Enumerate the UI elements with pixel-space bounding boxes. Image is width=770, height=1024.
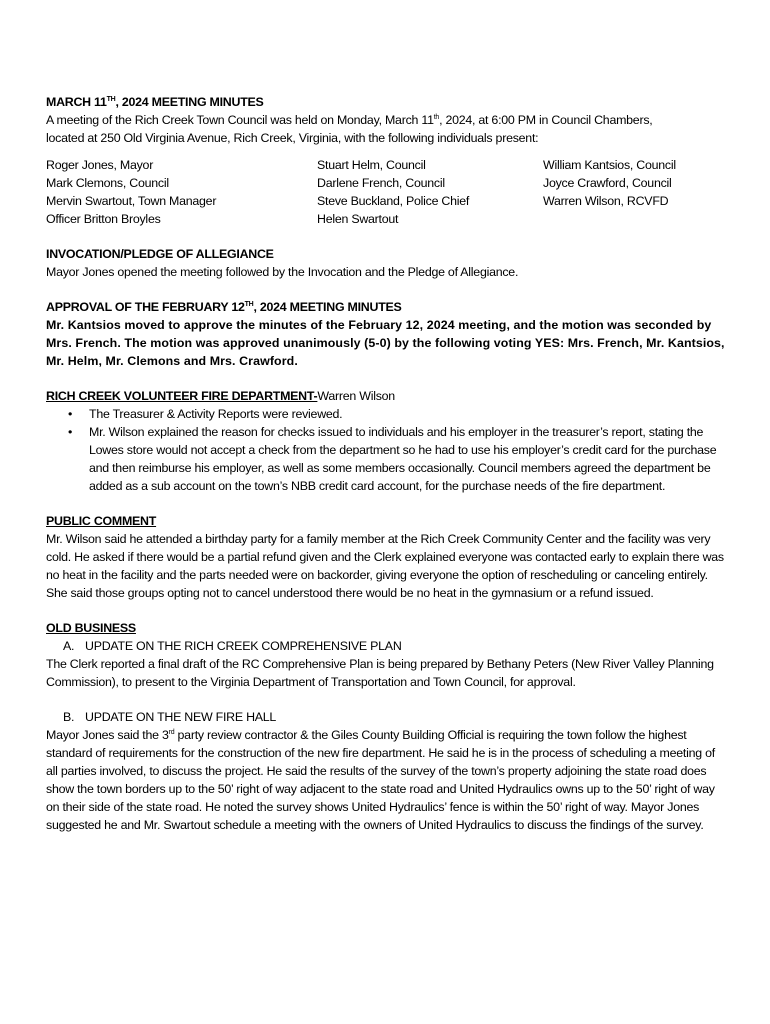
attendee: Mark Clemons, Council: [46, 176, 169, 190]
document-title: MARCH 11TH, 2024 MEETING MINUTES: [46, 95, 264, 109]
attendees-list: [46, 156, 726, 228]
invocation-text: Mayor Jones opened the meeting followed by the Invocation and the Pledge of Allegiance.: [46, 265, 519, 279]
attendee: Roger Jones, Mayor: [46, 158, 154, 172]
old-business-item-a-text: The Clerk reported a final draft of the RC Comprehensive Plan is being prepared by Bethany Peters (New River Valley Planning Commission), to present to the Virginia Department of Transportation and Town Council, for approval.: [46, 657, 714, 689]
list-item: • Mr. Wilson explained the reason for checks issued to individuals and his employer in the treasurer’s report, stating the Lowes store would not accept a check from the department so he had to use his employer’s credit card for the purchase and then reimburse his employer, as well as some members occasionally. Council members agreed the department be added as a sub account on the town’s NBB credit card account, for the purchase needs of the fire department.: [89, 423, 726, 495]
attendee: Stuart Helm, Council: [317, 158, 426, 172]
attendees-column-3: [543, 156, 726, 228]
list-item: • The Treasurer & Activity Reports were reviewed.: [89, 405, 726, 423]
attendee: Officer Britton Broyles: [46, 212, 161, 226]
attendee: Helen Swartout: [317, 212, 399, 226]
attendee: Warren Wilson, RCVFD: [543, 194, 669, 208]
old-business-item-b-title: B. UPDATE ON THE NEW FIRE HALL: [63, 710, 277, 724]
public-comment-heading: PUBLIC COMMENT: [46, 514, 157, 528]
old-business-heading: OLD BUSINESS: [46, 621, 136, 635]
attendee: William Kantsios, Council: [543, 158, 676, 172]
minutes-document: [46, 93, 726, 834]
intro-paragraph: A meeting of the Rich Creek Town Council was held on Monday, March 11th, 2024, at 6:00 PM in Council Chambers, located at 250 Old Virginia Avenue, Rich Creek, Virginia, with the following individuals present:: [46, 113, 653, 145]
attendees-column-1: [46, 156, 317, 228]
attendee: Darlene French, Council: [317, 176, 445, 190]
public-comment-text: Mr. Wilson said he attended a birthday party for a family member at the Rich Creek Community Center and the facility was very cold. He asked if there would be a partial refund given and the Clerk explained everyone was contacted early to explain there was no heat in the facility and the parts needed were on backorder, giving everyone the option of rescheduling or canceling entirely. She said those groups opting not to cancel understood there would be no heat in the gymnasium or a refund issued.: [46, 532, 724, 600]
attendee: Joyce Crawford, Council: [543, 176, 672, 190]
attendee: Mervin Swartout, Town Manager: [46, 194, 217, 208]
fire-department-bullets: [46, 405, 726, 495]
old-business-item-b-text: Mayor Jones said the 3rd party review contractor & the Giles County Building Official is requiring the town follow the highest standard of requirements for the construction of the new fire department. He said he is in the process of scheduling a meeting of all parties involved, to discuss the project. He said the results of the survey of the town’s property adjoining the state road does show the town borders up to the 50’ right of way adjacent to the state road and United Hydraulics owns up to the 50’ right of way on their side of the state road. He noted the survey shows United Hydraulics’ fence is within the 50’ right of way. Mayor Jones suggested he and Mr. Swartout schedule a meeting with the owners of United Hydraulics to discuss the findings of the survey.: [46, 728, 715, 832]
old-business-item-a-title: A. UPDATE ON THE RICH CREEK COMPREHENSIVE PLAN: [63, 639, 402, 653]
invocation-heading: INVOCATION/PLEDGE OF ALLEGIANCE: [46, 247, 274, 261]
fire-department-heading: RICH CREEK VOLUNTEER FIRE DEPARTMENT-Warren Wilson: [46, 389, 395, 403]
approval-motion-text: Mr. Kantsios moved to approve the minutes of the February 12, 2024 meeting, and the motion was seconded by Mrs. French. The motion was approved unanimously (5-0) by the following voting YES: Mrs. French, Mr. Kantsios, Mr. Helm, Mr. Clemons and Mrs. Crawford.: [46, 318, 725, 368]
attendee: Steve Buckland, Police Chief: [317, 194, 470, 208]
attendees-column-2: [317, 156, 543, 228]
approval-heading: APPROVAL OF THE FEBRUARY 12TH, 2024 MEETING MINUTES: [46, 300, 402, 314]
